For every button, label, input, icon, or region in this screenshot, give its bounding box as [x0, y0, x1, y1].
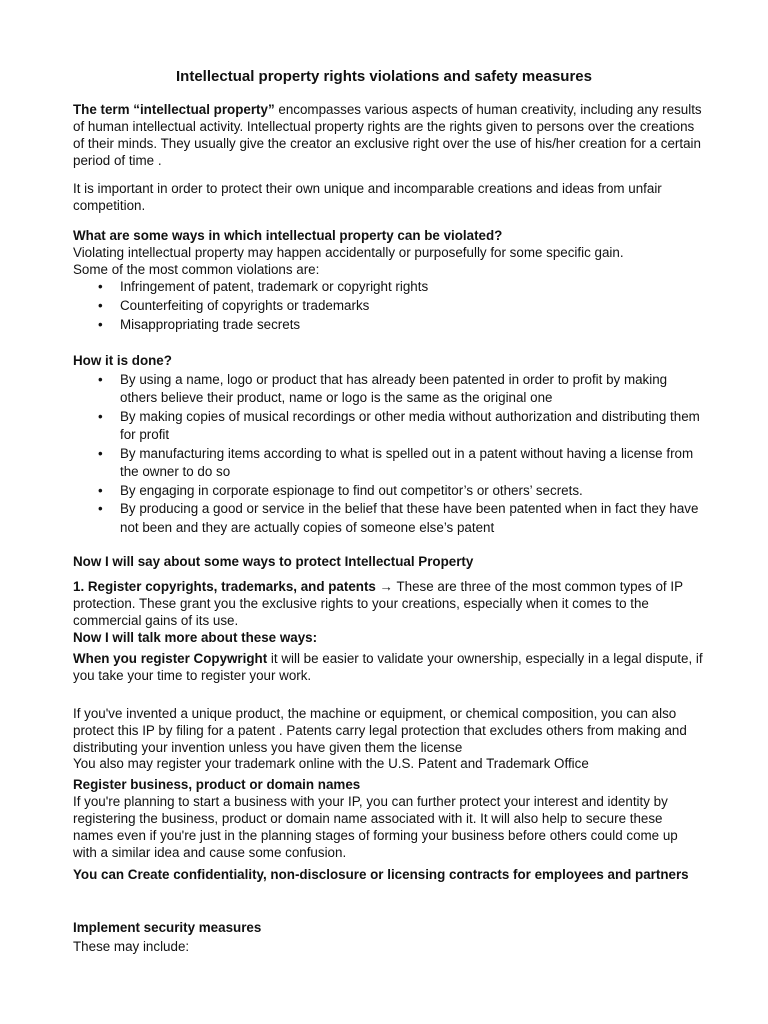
register-lead: 1. Register copyrights, trademarks, and patents	[73, 579, 376, 594]
list-item: • By using a name, logo or product that has already been patented in order to profit by making others believe their product, name or logo is the same as the original one	[98, 371, 668, 405]
bullet-icon: •	[98, 445, 103, 461]
protect-heading: Now I will say about some ways to protect Intellectual Property	[73, 554, 474, 569]
violations-line-2: Some of the most common violations are:	[73, 262, 320, 277]
how-list	[73, 371, 703, 538]
intro-body: encompasses various aspects of human creativity, including any results of human intellectual activity. Intellectual property rights are the rights given to persons over the creations of their minds. They usually give the creator an exclusive right over the use of his/her creation for a certain period of time .	[73, 102, 702, 168]
patent-paragraph: If you've invented a unique product, the machine or equipment, or chemical composition, you can also protect this IP by filing for a patent . Patents carry legal protection that excludes others from making and distributing your invention unless you have given them the license	[73, 706, 687, 755]
security-section	[73, 919, 703, 955]
how-heading: How it is done?	[73, 353, 172, 368]
intro-paragraph	[73, 101, 703, 169]
list-item: • By making copies of musical recordings or other media without authorization and distributing them for profit	[98, 408, 700, 442]
bullet-icon: •	[98, 317, 103, 332]
register-body: These are three of the most common types of IP protection. These grant you the exclusive rights to your creations, especially when it comes to the commercial gains of its use.	[73, 579, 683, 628]
document-title: Intellectual property rights violations and safety measures	[176, 68, 592, 85]
list-item: • By manufacturing items according to what is spelled out in a patent without having a license from the owner to do so	[98, 445, 694, 479]
violations-list	[73, 278, 703, 333]
list-item: • By engaging in corporate espionage to find out competitor’s or others’ secrets.	[73, 482, 703, 501]
violations-heading: What are some ways in which intellectual property can be violated?	[73, 228, 503, 243]
bullet-icon: •	[98, 279, 103, 294]
business-heading: Register business, product or domain names	[73, 777, 361, 792]
trademark-paragraph: You also may register your trademark online with the U.S. Patent and Trademark Office	[73, 756, 589, 771]
business-body: If you're planning to start a business with your IP, you can further protect your interest and identity by registering the business, product or domain name associated with it. It will also help to secure these names even if you're just in the planning stages of forming your business before others could come up with a similar idea and cause some confusion.	[73, 794, 678, 860]
contracts-heading: You can Create confidentiality, non-disclosure or licensing contracts for employees and partners	[73, 867, 689, 882]
security-body: These may include:	[73, 939, 190, 954]
violations-section	[73, 227, 703, 333]
copyright-paragraph	[73, 650, 703, 684]
bullet-icon: •	[98, 371, 103, 387]
list-item: • Counterfeiting of copyrights or trademarks	[98, 298, 370, 313]
register-paragraph	[73, 578, 703, 629]
business-section	[73, 776, 703, 861]
how-section	[73, 352, 703, 537]
bullet-icon: •	[98, 408, 103, 424]
talk-heading: Now I will talk more about these ways:	[73, 630, 318, 645]
list-item: • By producing a good or service in the belief that these have been patented when in fact they have not been and they are actually copies of someone else’s patent	[98, 501, 699, 535]
violations-line-1: Violating intellectual property may happen accidentally or purposefully for some specific gain.	[73, 245, 624, 260]
bullet-icon: •	[98, 298, 103, 313]
arrow-icon: →	[375, 579, 397, 594]
list-item: • Misappropriating trade secrets	[98, 317, 301, 332]
bullet-icon: •	[98, 501, 103, 516]
bullet-icon: •	[98, 482, 103, 498]
intro-lead: The term “intellectual property”	[73, 102, 275, 117]
security-heading: Implement security measures	[73, 920, 262, 935]
list-item: • Infringement of patent, trademark or copyright rights	[98, 279, 429, 294]
importance-paragraph: It is important in order to protect their own unique and incomparable creations and ideas from unfair competition.	[73, 181, 662, 213]
copyright-body: it will be easier to validate your ownership, especially in a legal dispute, if you take your time to register your work.	[73, 651, 703, 683]
copyright-lead: When you register Copywright	[73, 651, 268, 666]
